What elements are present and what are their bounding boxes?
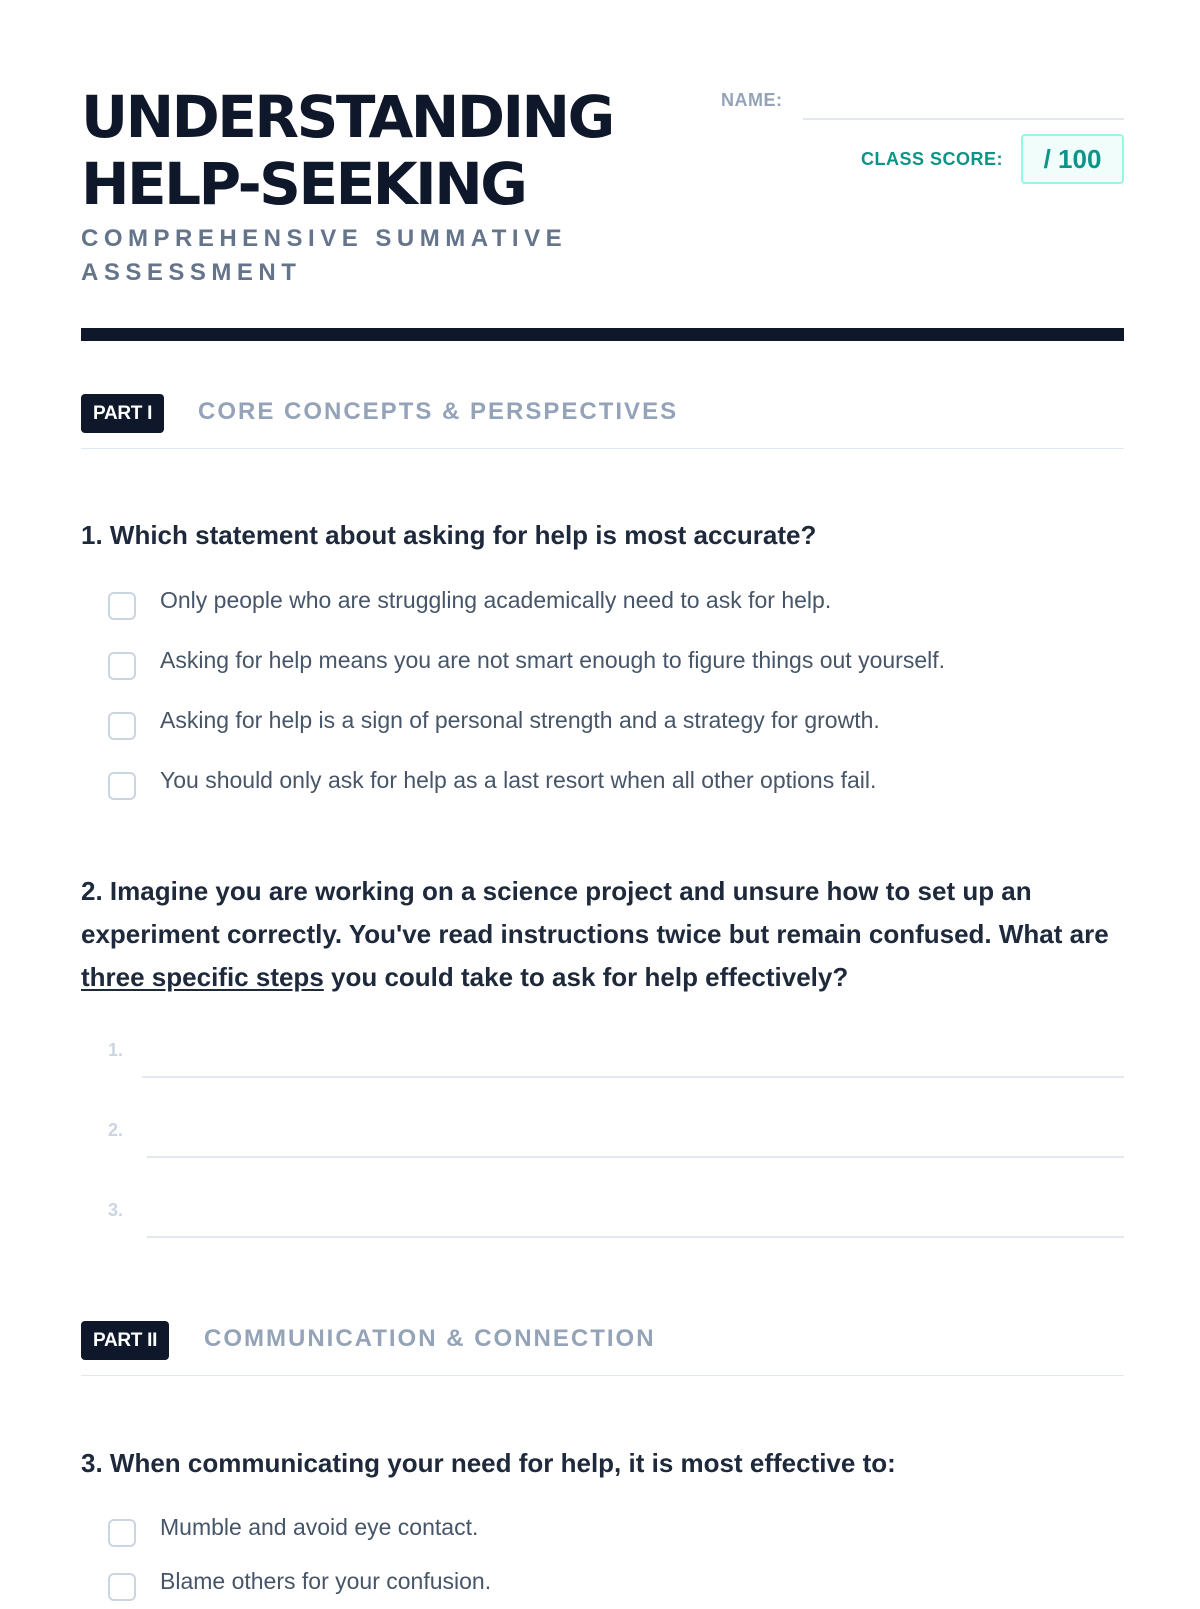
q1-option-a-text: Only people who are struggling academically need to ask for help. [160,587,832,613]
q1-option-a[interactable] [81,584,1124,628]
q3-option-a-checkbox[interactable] [108,1519,136,1547]
part-1-header [81,394,1124,449]
q2-answer-3[interactable] [81,1188,1124,1238]
q1-option-b[interactable] [81,644,1124,688]
q2-answer-1-line[interactable] [142,1076,1124,1078]
q2-answer-2-line[interactable] [147,1156,1124,1158]
name-field-row [721,86,1124,120]
question-2-text-before: 2. Imagine you are working on a science project and unsure how to set up an experiment correctly. You've read instructions twice but remain confused. What are [81,876,1109,949]
question-1: 1. Which statement about asking for help is most accurate? [81,520,817,550]
assessment-page [81,0,1124,1600]
part-1-title: CORE CONCEPTS & PERSPECTIVES [198,398,679,425]
question-2-text-after: you could take to ask for help effectively? [323,962,849,992]
q2-answer-3-line[interactable] [147,1236,1124,1238]
page-subtitle: COMPREHENSIVE SUMMATIVE ASSESSMENT [81,225,568,286]
class-score-row [721,134,1124,188]
page-title [81,84,721,218]
q1-option-b-text: Asking for help means you are not smart enough to figure things out yourself. [160,647,945,673]
q1-option-d[interactable] [81,764,1124,808]
title-line-2: HELP-SEEKING [81,150,526,218]
q2-answer-3-number: 3. [108,1200,124,1220]
q2-answer-1-number: 1. [108,1040,124,1060]
q1-option-c[interactable] [81,704,1124,748]
part-2-header [81,1321,1124,1376]
q3-option-a[interactable] [81,1511,1124,1555]
q1-option-b-checkbox[interactable] [108,652,136,680]
part-1-badge: PART I [81,394,164,433]
class-score-box[interactable]: / 100 [1021,134,1124,184]
q1-option-c-text: Asking for help is a sign of personal strength and a strategy for growth. [160,707,880,733]
q3-option-b-text: Blame others for your confusion. [160,1568,492,1594]
q1-option-c-checkbox[interactable] [108,712,136,740]
q3-option-b-checkbox[interactable] [108,1573,136,1601]
part-2-title: COMMUNICATION & CONNECTION [204,1325,656,1352]
q1-option-a-checkbox[interactable] [108,592,136,620]
question-3: 3. When communicating your need for help, it is most effective to: [81,1448,896,1478]
name-input-line[interactable] [803,118,1124,120]
q3-option-b[interactable] [81,1565,1124,1609]
question-2 [81,870,1124,999]
part-2-badge: PART II [81,1321,169,1360]
q1-option-d-text: You should only ask for help as a last resort when all other options fail. [160,767,877,793]
title-line-1: UNDERSTANDING [81,83,613,151]
question-2-emphasis: three specific steps [81,962,324,992]
name-label: NAME: [721,90,783,110]
q2-answer-2-number: 2. [108,1120,124,1140]
header-divider [81,328,1124,341]
q3-option-a-text: Mumble and avoid eye contact. [160,1514,479,1540]
q2-answer-2[interactable] [81,1108,1124,1158]
q2-answer-1[interactable] [81,1028,1124,1078]
class-score-label: CLASS SCORE: [860,149,1003,169]
q1-option-d-checkbox[interactable] [108,772,136,800]
